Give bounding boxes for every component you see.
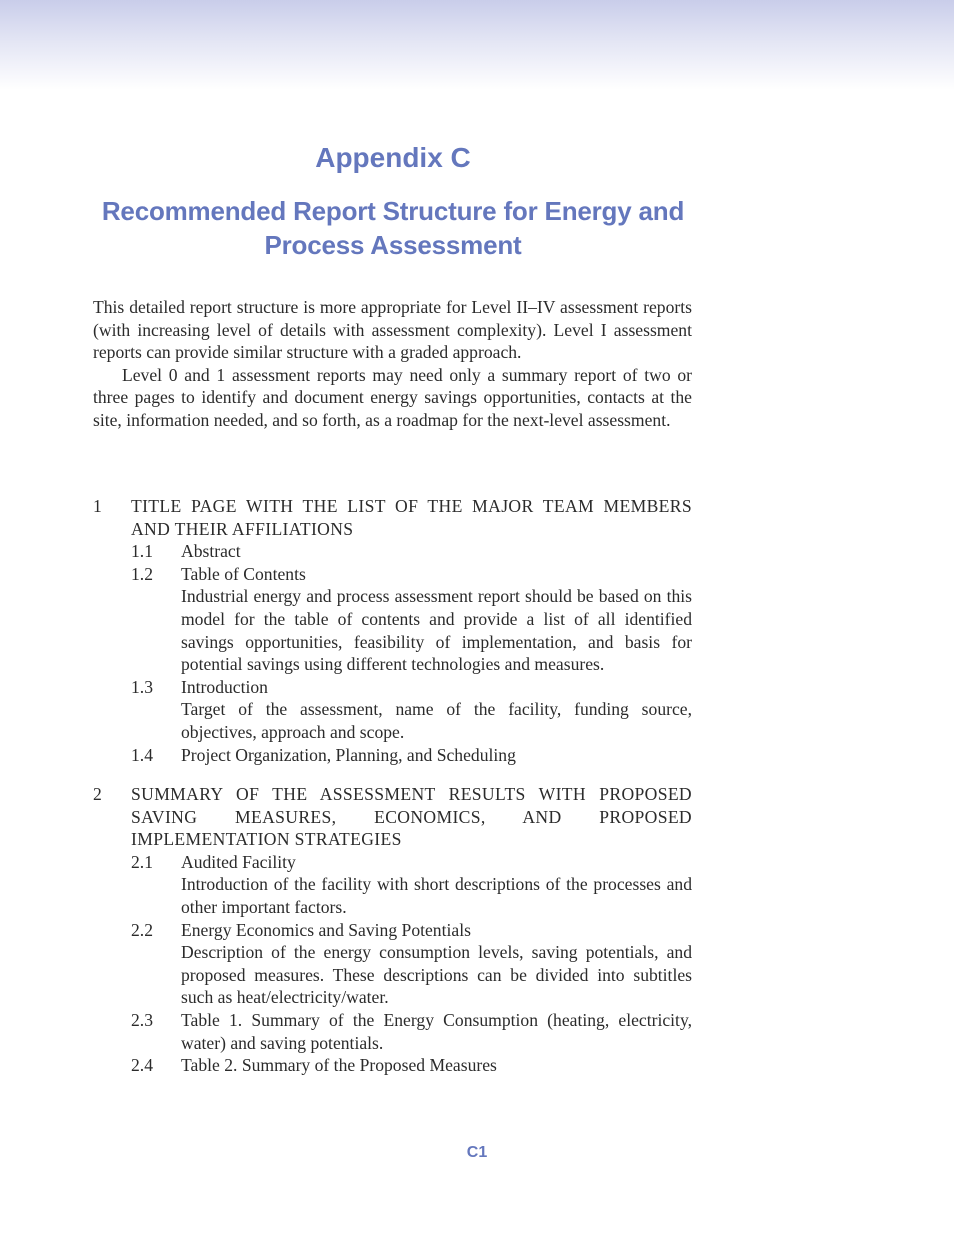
- subsection-number: 1.1: [131, 541, 153, 562]
- intro-paragraph: Level 0 and 1 assessment reports may need only a summary report of two or three pages to identify and document energy savings opportunities, contacts at the site, information needed, and so forth, as a roadmap for the next-level assessment.: [93, 364, 692, 430]
- section-number: 2: [93, 784, 102, 804]
- subsection-label: Energy Economics and Saving Potentials: [181, 919, 471, 940]
- intro-text: [93, 296, 692, 432]
- subsection-number: 2.1: [131, 851, 153, 872]
- subsection-item: [93, 919, 692, 1009]
- page-number: C1: [466, 1144, 488, 1161]
- section-heading: [93, 495, 692, 540]
- subsection-number: 1.3: [131, 676, 153, 697]
- subsection-number: 1.4: [131, 744, 153, 765]
- subsection-item: [93, 676, 692, 744]
- subsection-label: Table 2. Summary of the Proposed Measures: [181, 1055, 497, 1076]
- subsection-description: Description of the energy consumption levels, saving potentials, and proposed measures. These descriptions can be divided into subtitles such as heat/electricity/water.: [181, 942, 692, 1008]
- section-1: [93, 495, 692, 766]
- subsection-label: Abstract: [181, 541, 241, 562]
- report-title-line2: Process Assessment: [264, 230, 522, 260]
- appendix-title: Appendix C: [315, 142, 471, 173]
- intro-paragraph: This detailed report structure is more appropriate for Level II–IV assessment reports (with increasing level of details with assessment complexity). Level I assessment reports can provide similar structure with a graded approach.: [93, 297, 692, 363]
- subsection-label: Table of Contents: [181, 563, 306, 584]
- subsection-description: Introduction of the facility with short descriptions of the processes and other important factors.: [181, 874, 692, 917]
- subsection-item: [93, 540, 692, 563]
- subsection-label: Introduction: [181, 676, 268, 697]
- section-title: TITLE PAGE WITH THE LIST OF THE MAJOR TEAM MEMBERS AND THEIR AFFILIATIONS: [131, 496, 692, 539]
- subsection-number: 1.2: [131, 563, 153, 584]
- header-gradient-band: [0, 0, 954, 90]
- section-heading: [93, 783, 692, 851]
- subsection-number: 2.2: [131, 919, 153, 940]
- subsection-description: Target of the assessment, name of the facility, funding source, objectives, approach and scope.: [181, 699, 692, 742]
- subsection-label: Table 1. Summary of the Energy Consumption (heating, electricity, water) and saving potentials.: [181, 1009, 692, 1053]
- subsection-item: [93, 1009, 692, 1054]
- report-title-line1: Recommended Report Structure for Energy and: [101, 196, 685, 226]
- subsection-description: Industrial energy and process assessment report should be based on this model for the table of contents and provide a list of all identified savings opportunities, feasibility of implementation, and basis for potential savings using different technologies and measures.: [181, 586, 692, 675]
- section-title: SUMMARY OF THE ASSESSMENT RESULTS WITH PROPOSED SAVING MEASURES, ECONOMICS, AND PROPOSED IMPLEMENTATION STRATEGIES: [131, 784, 692, 850]
- subsection-label: Project Organization, Planning, and Scheduling: [181, 744, 516, 765]
- subsection-item: [93, 851, 692, 919]
- section-2: [93, 783, 692, 1077]
- subsection-number: 2.3: [131, 1009, 153, 1030]
- subsection-item: [93, 1054, 692, 1077]
- subsection-label: Audited Facility: [181, 851, 296, 872]
- subsection-number: 2.4: [131, 1055, 153, 1076]
- subsection-item: [93, 563, 692, 676]
- section-number: 1: [93, 496, 102, 516]
- subsection-item: [93, 744, 692, 767]
- report-title: [0, 194, 786, 262]
